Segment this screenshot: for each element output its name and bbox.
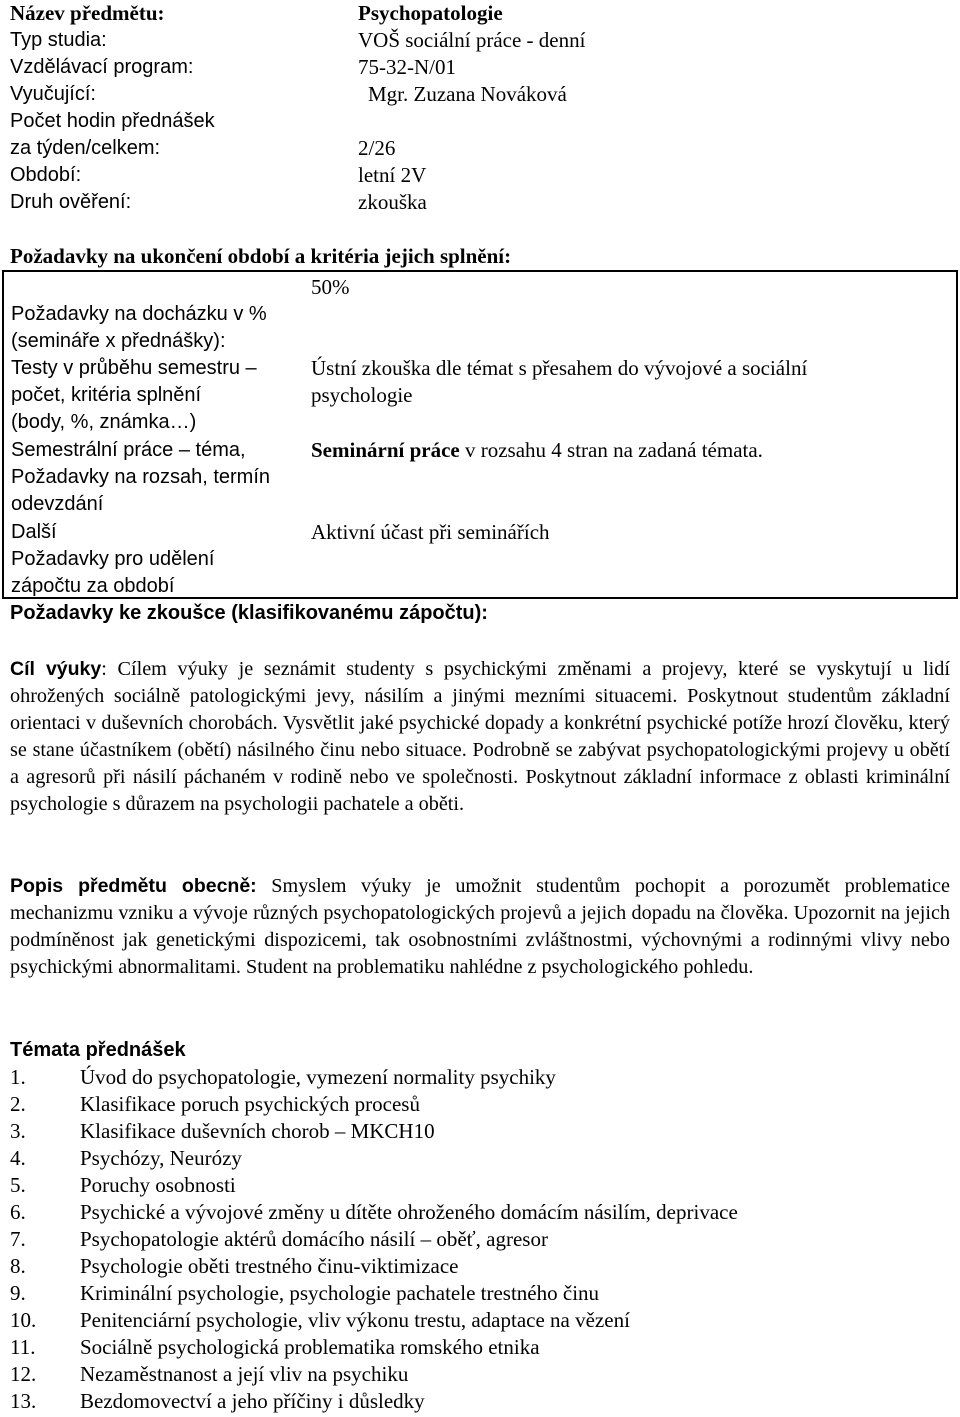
info-row-program xyxy=(10,54,950,81)
topic-text: Klasifikace duševních chorob – MKCH10 xyxy=(80,1119,435,1143)
verification-label: Druh ověření: xyxy=(10,191,132,213)
tests-label-3: (body, %, známka…) xyxy=(11,411,197,433)
tests-value-2: psychologie xyxy=(311,383,413,407)
course-info xyxy=(10,0,950,216)
topic-text: Bezdomovectví a jeho příčiny i důsledky xyxy=(80,1389,425,1413)
info-row-teacher xyxy=(10,81,950,108)
verification-value: zkouška xyxy=(358,190,427,214)
info-row-verification xyxy=(10,189,950,216)
other-label-2: Požadavky pro udělení xyxy=(11,548,215,570)
study-type-label: Typ studia: xyxy=(10,29,107,51)
semestral-value-bold: Seminární práce xyxy=(311,438,460,462)
attendance-label-2: (semináře x přednášky): xyxy=(11,330,226,352)
list-item xyxy=(10,1199,950,1226)
topic-text: Klasifikace poruch psychických procesů xyxy=(80,1092,420,1116)
exam-heading: Požadavky ke zkoušce (klasifikovanému zápočtu): xyxy=(10,602,488,624)
info-row-hours-1 xyxy=(10,108,950,135)
info-row-subject xyxy=(10,0,950,27)
hours-label-line1: Počet hodin přednášek xyxy=(10,110,215,132)
goal-paragraph xyxy=(10,656,950,818)
list-item xyxy=(10,1172,950,1199)
topic-text: Psychologie oběti trestného činu-viktimizace xyxy=(80,1254,459,1278)
other-label-3: zápočtu za období xyxy=(11,575,175,597)
semestral-value xyxy=(311,437,763,464)
topic-text: Úvod do psychopatologie, vymezení normality psychiky xyxy=(80,1065,556,1089)
semestral-label-3: odevzdání xyxy=(11,493,104,515)
description-label: Popis předmětu obecně: xyxy=(10,875,257,897)
subject-value: Psychopatologie xyxy=(358,1,503,25)
topic-text: Poruchy osobnosti xyxy=(80,1173,236,1197)
subject-label: Název předmětu: xyxy=(10,1,165,25)
attendance-value: 50% xyxy=(311,275,350,299)
period-label: Období: xyxy=(10,164,82,186)
list-item xyxy=(10,1361,950,1388)
tests-label-2: počet, kritéria splnění xyxy=(11,384,202,406)
topic-text: Penitenciární psychologie, vliv výkonu trestu, adaptace na vězení xyxy=(80,1308,630,1332)
topic-text: Psychopatologie aktérů domácího násilí – oběť, agresor xyxy=(80,1227,548,1251)
topic-number: 4. xyxy=(10,1146,26,1170)
teacher-label: Vyučující: xyxy=(10,83,96,105)
topic-number: 8. xyxy=(10,1254,26,1278)
semestral-label-2: Požadavky na rozsah, termín xyxy=(11,466,271,488)
list-item xyxy=(10,1388,950,1415)
description-paragraph xyxy=(10,873,950,981)
other-label-1: Další xyxy=(11,521,57,543)
tests-value-1: Ústní zkouška dle témat s přesahem do vývojové a sociální xyxy=(311,356,808,380)
topic-number: 1. xyxy=(10,1065,26,1089)
list-item xyxy=(10,1334,950,1361)
topic-number: 2. xyxy=(10,1092,26,1116)
topics-title: Témata přednášek xyxy=(10,1039,186,1061)
topic-number: 5. xyxy=(10,1173,26,1197)
list-item xyxy=(10,1118,950,1145)
topic-number: 12. xyxy=(10,1362,37,1386)
topic-number: 3. xyxy=(10,1119,26,1143)
description-text: Smyslem výuky je umožnit studentům pochopit a porozumět problematice mechanizmu vzniku a vývoje různých psychopatologických projevů a jejich dopadu na člověka. Upozornit na jejich podmíněnost jak genetickými dispozicemi, tak osobnostními zvláštnostmi, výchovnými a rodinnými vlivy nebo psychickými abnormalitami. Student na problematiku nahlédne z psychologického pohledu. xyxy=(10,875,950,978)
list-item xyxy=(10,1145,950,1172)
topic-text: Psychické a vývojové změny u dítěte ohroženého domácím násilím, deprivace xyxy=(80,1200,738,1224)
other-value: Aktivní účast při seminářích xyxy=(311,520,550,544)
period-value: letní 2V xyxy=(358,163,427,187)
goal-text: : Cílem výuky je seznámit studenty s psychickými změnami a projevy, které se vyskytují u lidí ohrožených sociálně patologickými jevy, násilím a jinými mezními situacemi. Poskytnout studentům základní orientaci v duševních chorobách. Vysvětlit jaké psychické dopady a konkrétní psychické potíže hrozí člověku, který se stane účastníkem (obětí) násilného činu nebo situace. Podrobně se zabývat psychopatologickými projevy u obětí a agresorů při násilí páchaném v rodině nebo ve společnosti. Poskytnout základní informace z oblasti kriminální psychologie s důrazem na psychologii pachatele a oběti. xyxy=(10,658,950,815)
info-row-hours-2 xyxy=(10,135,950,162)
topic-number: 11. xyxy=(10,1335,36,1359)
topic-text: Sociálně psychologická problematika romského etnika xyxy=(80,1335,540,1359)
info-row-study-type xyxy=(10,27,950,54)
requirements-table xyxy=(2,270,958,599)
topic-number: 7. xyxy=(10,1227,26,1251)
info-row-period xyxy=(10,162,950,189)
list-item xyxy=(10,1064,950,1091)
list-item xyxy=(10,1226,950,1253)
topic-text: Kriminální psychologie, psychologie pachatele trestného činu xyxy=(80,1281,600,1305)
list-item xyxy=(10,1091,950,1118)
semestral-label-1: Semestrální práce – téma, xyxy=(11,439,246,461)
topic-number: 13. xyxy=(10,1389,37,1413)
list-item xyxy=(10,1280,950,1307)
hours-label-line2: za týden/celkem: xyxy=(10,137,161,159)
topic-text: Nezaměstnanost a její vliv na psychiku xyxy=(80,1362,409,1386)
attendance-label-1: Požadavky na docházku v % xyxy=(11,303,267,325)
list-item xyxy=(10,1307,950,1334)
requirements-heading: Požadavky na ukončení období a kritéria jejich splnění: xyxy=(10,244,512,268)
teacher-value: Mgr. Zuzana Nováková xyxy=(368,82,567,106)
list-item xyxy=(10,1253,950,1280)
topic-number: 9. xyxy=(10,1281,26,1305)
study-type-value: VOŠ sociální práce - denní xyxy=(358,28,586,52)
topics-list xyxy=(10,1064,950,1415)
topic-number: 6. xyxy=(10,1200,26,1224)
program-label: Vzdělávací program: xyxy=(10,56,194,78)
topic-number: 10. xyxy=(10,1308,37,1332)
goal-label: Cíl výuky xyxy=(10,658,102,680)
program-value: 75-32-N/01 xyxy=(358,55,456,79)
hours-value: 2/26 xyxy=(358,136,396,160)
topic-text: Psychózy, Neurózy xyxy=(80,1146,242,1170)
semestral-value-rest: v rozsahu 4 stran na zadaná témata. xyxy=(459,438,763,462)
tests-label-1: Testy v průběhu semestru – xyxy=(11,357,257,379)
